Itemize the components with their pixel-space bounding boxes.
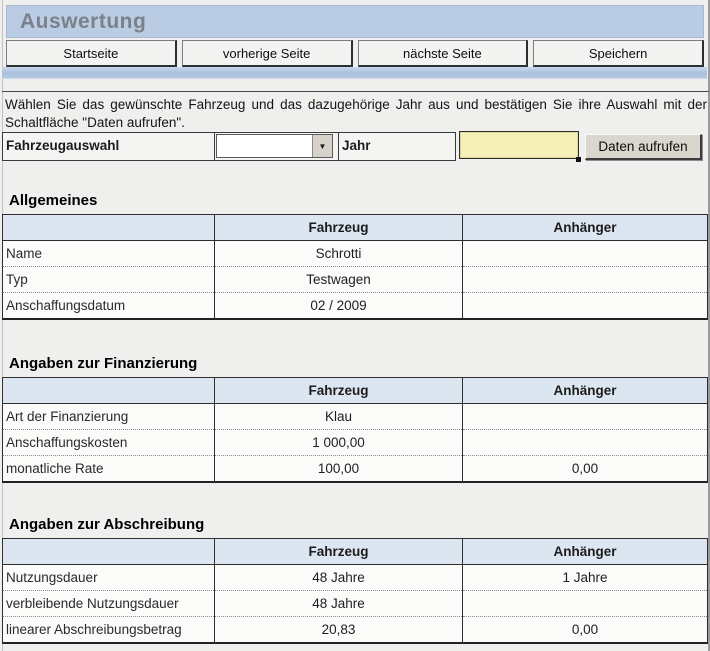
table-row	[3, 565, 708, 591]
column-header-empty	[3, 539, 215, 565]
finanzierung-table	[2, 377, 708, 483]
fahrzeug-value: 1 000,00	[215, 430, 463, 456]
vehicle-combo-cell	[215, 133, 339, 160]
year-input[interactable]	[459, 131, 579, 159]
row-label: Art der Finanzierung	[6, 409, 129, 424]
fahrzeug-value: Testwagen	[215, 267, 463, 293]
column-header-fahrzeug: Fahrzeug	[215, 539, 463, 565]
table-row	[3, 430, 708, 456]
column-header-empty	[3, 378, 215, 404]
section-allgemeines	[2, 191, 708, 320]
anhaenger-value: 0,00	[463, 456, 708, 482]
table-row	[3, 293, 708, 319]
table-row	[3, 267, 708, 293]
section-heading: Angaben zur Abschreibung	[9, 516, 205, 533]
fahrzeug-value: Klau	[215, 404, 463, 430]
abschreibung-table	[2, 538, 708, 644]
row-label: Anschaffungskosten	[3, 430, 215, 456]
fahrzeug-value: 48 Jahre	[215, 591, 463, 617]
column-header-anhaenger: Anhänger	[463, 539, 708, 565]
row-label: Nutzungsdauer	[6, 570, 98, 585]
anhaenger-value: 1 Jahre	[463, 565, 708, 591]
table-row	[3, 591, 708, 617]
anhaenger-value	[463, 293, 708, 319]
allgemeines-table	[2, 214, 708, 320]
table-header-row	[3, 539, 708, 565]
section-heading: Angaben zur Finanzierung	[9, 355, 198, 372]
anhaenger-value: 0,00	[463, 617, 708, 643]
row-label: verbleibende Nutzungsdauer	[3, 591, 215, 617]
table-row	[3, 241, 708, 267]
title-bar	[6, 5, 704, 38]
fahrzeug-value: 02 / 2009	[215, 293, 463, 319]
fahrzeug-value: 48 Jahre	[215, 565, 463, 591]
column-header-anhaenger: Anhänger	[463, 215, 708, 241]
year-label: Jahr	[342, 138, 371, 153]
vehicle-dropdown[interactable]	[216, 134, 333, 158]
selection-handle[interactable]	[576, 157, 581, 162]
row-label: Name	[6, 246, 43, 261]
anhaenger-value	[463, 404, 708, 430]
row-label: Typ	[3, 267, 215, 293]
section-abschreibung	[2, 515, 708, 644]
fahrzeug-value: 100,00	[215, 456, 463, 482]
blue-divider-bar	[2, 67, 707, 79]
table-header-row	[3, 215, 708, 241]
next-page-button[interactable]: nächste Seite	[358, 40, 529, 67]
fahrzeug-value: 20,83	[215, 617, 463, 643]
column-header-empty	[3, 215, 215, 241]
row-label: linearer Abschreibungsbetrag	[3, 617, 215, 643]
nav-toolbar	[6, 40, 704, 67]
fahrzeug-value: Schrotti	[215, 241, 463, 267]
anhaenger-value	[463, 267, 708, 293]
page-title: Auswertung	[20, 10, 147, 33]
instruction-text: Wählen Sie das gewünschte Fahrzeug und das dazugehörige Jahr aus und bestätigen Sie ihre Auswahl mit der Schaltfläche "Daten aufrufen".	[2, 91, 709, 134]
table-row	[3, 456, 708, 482]
column-header-fahrzeug: Fahrzeug	[215, 378, 463, 404]
fetch-data-button[interactable]: Daten aufrufen	[585, 134, 702, 160]
home-button[interactable]: Startseite	[6, 40, 177, 67]
section-heading: Allgemeines	[9, 192, 98, 209]
selection-row	[2, 132, 456, 161]
row-label: Anschaffungsdatum	[3, 293, 215, 319]
previous-page-button[interactable]: vorherige Seite	[182, 40, 353, 67]
anhaenger-value	[463, 430, 708, 456]
anhaenger-value	[463, 241, 708, 267]
column-header-anhaenger: Anhänger	[463, 378, 708, 404]
anhaenger-value	[463, 591, 708, 617]
vehicle-select-label: Fahrzeugauswahl	[3, 133, 215, 160]
section-finanzierung	[2, 354, 708, 483]
column-header-fahrzeug: Fahrzeug	[215, 215, 463, 241]
table-row	[3, 617, 708, 643]
chevron-down-icon[interactable]: ▼	[312, 135, 332, 157]
row-label: monatliche Rate	[3, 456, 215, 482]
table-header-row	[3, 378, 708, 404]
save-button[interactable]: Speichern	[533, 40, 704, 67]
table-row	[3, 404, 708, 430]
